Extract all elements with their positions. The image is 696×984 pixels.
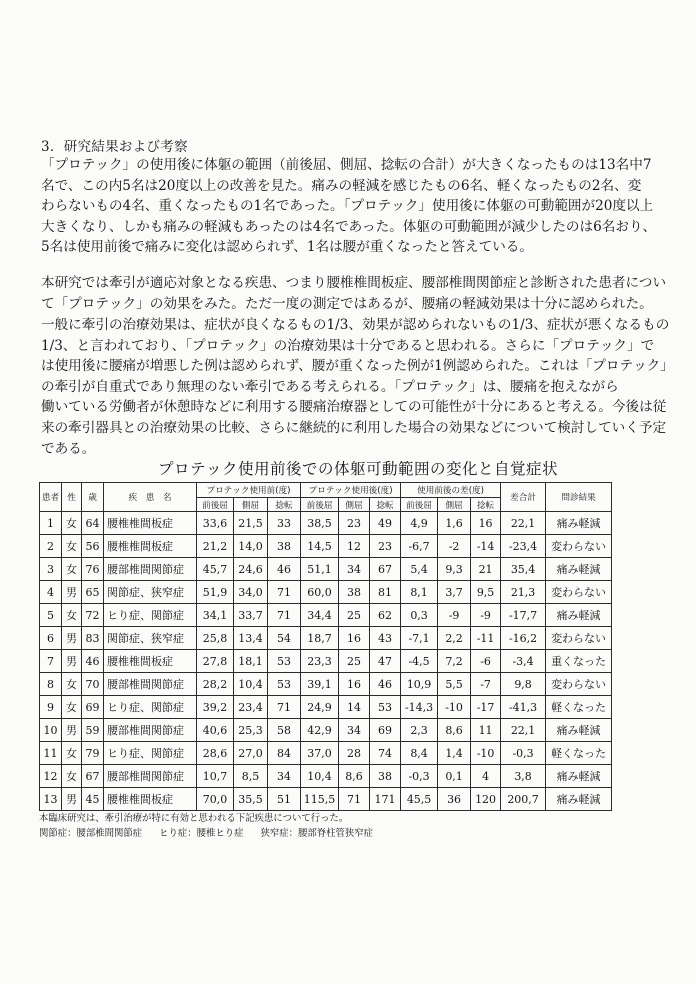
cell-before-rotation: 71 bbox=[268, 604, 301, 627]
col-header-age: 歳 bbox=[82, 483, 104, 512]
cell-diff-flexion: 8,1 bbox=[401, 581, 438, 604]
cell-after-flexion: 23,3 bbox=[301, 650, 339, 673]
cell-diff-flexion: -14,3 bbox=[401, 696, 438, 719]
table-row bbox=[40, 535, 612, 558]
section-heading: 3．研究結果および考察 bbox=[41, 139, 188, 155]
cell-after-flexion: 10,4 bbox=[301, 765, 339, 788]
cell-before-lateral: 8,5 bbox=[234, 765, 268, 788]
cell-after-flexion: 60,0 bbox=[301, 581, 339, 604]
cell-diff-lateral: 8,6 bbox=[438, 719, 471, 742]
col-header-disease: 疾 患 名 bbox=[104, 483, 197, 512]
cell-after-rotation: 23 bbox=[370, 535, 401, 558]
table-row bbox=[40, 558, 612, 581]
cell-before-lateral: 35,5 bbox=[234, 788, 268, 811]
scope-paragraph bbox=[41, 273, 667, 314]
cell-before-lateral: 14,0 bbox=[234, 535, 268, 558]
text-line: の牽引が自重式であり無理のない牽引である考えられる。「プロテック」は、腰痛を抱えながら bbox=[41, 378, 619, 395]
cell-after-flexion: 42,9 bbox=[301, 719, 339, 742]
cell-patient-no: 12 bbox=[40, 765, 62, 788]
cell-diff-rotation: 4 bbox=[471, 765, 501, 788]
cell-before-rotation: 33 bbox=[268, 512, 301, 535]
cell-age: 65 bbox=[82, 581, 104, 604]
cell-before-flexion: 45,7 bbox=[197, 558, 234, 581]
cell-before-flexion: 40,6 bbox=[197, 719, 234, 742]
cell-before-lateral: 23,4 bbox=[234, 696, 268, 719]
cell-sex: 男 bbox=[62, 788, 82, 811]
cell-interview-result: 痛み軽減 bbox=[546, 604, 612, 627]
cell-diff-flexion: 10,9 bbox=[401, 673, 438, 696]
subheader-cell: 捻転 bbox=[268, 498, 301, 512]
cell-diff-flexion: -0,3 bbox=[401, 765, 438, 788]
cell-before-lateral: 27,0 bbox=[234, 742, 268, 765]
cell-before-flexion: 51,9 bbox=[197, 581, 234, 604]
cell-after-flexion: 115,5 bbox=[301, 788, 339, 811]
cell-before-rotation: 46 bbox=[268, 558, 301, 581]
cell-age: 70 bbox=[82, 673, 104, 696]
cell-total-diff: 22,1 bbox=[501, 719, 546, 742]
abbreviation: 関節症：腰部椎間関節症 bbox=[39, 828, 143, 839]
cell-diff-rotation: -7 bbox=[471, 673, 501, 696]
cell-before-flexion: 39,2 bbox=[197, 696, 234, 719]
cell-sex: 女 bbox=[62, 765, 82, 788]
cell-diff-flexion: 4,9 bbox=[401, 512, 438, 535]
cell-before-lateral: 10,4 bbox=[234, 673, 268, 696]
table-row bbox=[40, 788, 612, 811]
col-group-before: プロテック使用前(度) bbox=[197, 483, 301, 498]
cell-age: 64 bbox=[82, 512, 104, 535]
table-row bbox=[40, 604, 612, 627]
cell-diff-flexion: 5,4 bbox=[401, 558, 438, 581]
table-row bbox=[40, 650, 612, 673]
cell-after-lateral: 71 bbox=[339, 788, 370, 811]
cell-after-lateral: 34 bbox=[339, 558, 370, 581]
cell-diff-rotation: -11 bbox=[471, 627, 501, 650]
footnote-abbreviations bbox=[39, 825, 387, 839]
cell-diff-lateral: -9 bbox=[438, 604, 471, 627]
cell-patient-no: 5 bbox=[40, 604, 62, 627]
cell-after-rotation: 46 bbox=[370, 673, 401, 696]
cell-patient-no: 4 bbox=[40, 581, 62, 604]
cell-interview-result: 重くなった bbox=[546, 650, 612, 673]
cell-before-rotation: 71 bbox=[268, 581, 301, 604]
cell-sex: 男 bbox=[62, 581, 82, 604]
col-header-patient: 患者 bbox=[40, 483, 62, 512]
cell-disease: 腰部椎間関節症 bbox=[104, 719, 197, 742]
cell-before-rotation: 71 bbox=[268, 696, 301, 719]
cell-diff-flexion: 8,4 bbox=[401, 742, 438, 765]
cell-after-rotation: 47 bbox=[370, 650, 401, 673]
cell-before-rotation: 34 bbox=[268, 765, 301, 788]
cell-disease: ヒり症、関節症 bbox=[104, 742, 197, 765]
cell-age: 67 bbox=[82, 765, 104, 788]
text-line: 5名は使用前後で痛みに変化は認められず、1名は腰が重くなったと答えている。 bbox=[41, 239, 533, 256]
cell-before-rotation: 54 bbox=[268, 627, 301, 650]
cell-total-diff: -17,7 bbox=[501, 604, 546, 627]
cell-before-rotation: 51 bbox=[268, 788, 301, 811]
cell-after-flexion: 24,9 bbox=[301, 696, 339, 719]
cell-after-rotation: 171 bbox=[370, 788, 401, 811]
cell-before-flexion: 25,8 bbox=[197, 627, 234, 650]
abbreviation: ヒり症：腰椎ヒり症 bbox=[159, 828, 244, 839]
cell-after-rotation: 67 bbox=[370, 558, 401, 581]
cell-age: 79 bbox=[82, 742, 104, 765]
cell-diff-lateral: -2 bbox=[438, 535, 471, 558]
cell-sex: 男 bbox=[62, 627, 82, 650]
cell-diff-lateral: 5,5 bbox=[438, 673, 471, 696]
cell-diff-lateral: -10 bbox=[438, 696, 471, 719]
cell-total-diff: 35,4 bbox=[501, 558, 546, 581]
subheader-cell: 前後屈 bbox=[197, 498, 234, 512]
cell-after-lateral: 34 bbox=[339, 719, 370, 742]
cell-after-flexion: 14,5 bbox=[301, 535, 339, 558]
discussion-paragraph bbox=[41, 315, 674, 459]
subheader-cell: 側屈 bbox=[438, 498, 471, 512]
cell-after-lateral: 8,6 bbox=[339, 765, 370, 788]
cell-after-rotation: 74 bbox=[370, 742, 401, 765]
cell-diff-lateral: 7,2 bbox=[438, 650, 471, 673]
cell-after-lateral: 23 bbox=[339, 512, 370, 535]
text-line: 大きくなり、しかも痛みの軽減もあったのは4名であった。体躯の可動範囲が減少したのは6名おり、 bbox=[41, 218, 657, 235]
cell-after-flexion: 39,1 bbox=[301, 673, 339, 696]
cell-before-flexion: 21,2 bbox=[197, 535, 234, 558]
table-row bbox=[40, 512, 612, 535]
cell-after-rotation: 38 bbox=[370, 765, 401, 788]
cell-before-flexion: 70,0 bbox=[197, 788, 234, 811]
cell-patient-no: 11 bbox=[40, 742, 62, 765]
cell-age: 46 bbox=[82, 650, 104, 673]
cell-after-lateral: 16 bbox=[339, 673, 370, 696]
cell-diff-flexion: 45,5 bbox=[401, 788, 438, 811]
cell-disease: ヒり症、関節症 bbox=[104, 604, 197, 627]
cell-after-lateral: 25 bbox=[339, 650, 370, 673]
cell-diff-lateral: 1,4 bbox=[438, 742, 471, 765]
cell-diff-rotation: -17 bbox=[471, 696, 501, 719]
table-row bbox=[40, 627, 612, 650]
cell-total-diff: -3,4 bbox=[501, 650, 546, 673]
cell-diff-rotation: 9,5 bbox=[471, 581, 501, 604]
cell-after-flexion: 51,1 bbox=[301, 558, 339, 581]
cell-sex: 女 bbox=[62, 512, 82, 535]
cell-before-rotation: 53 bbox=[268, 650, 301, 673]
text-line: 「プロテック」の使用後に体躯の範囲（前後屈、側屈、捻転の合計）が大きくなったものは13名中7 bbox=[41, 157, 652, 173]
cell-disease: 腰部椎間関節症 bbox=[104, 558, 197, 581]
col-header-total: 差合計 bbox=[501, 483, 546, 512]
cell-total-diff: 3,8 bbox=[501, 765, 546, 788]
cell-before-lateral: 21,5 bbox=[234, 512, 268, 535]
cell-patient-no: 2 bbox=[40, 535, 62, 558]
cell-after-rotation: 81 bbox=[370, 581, 401, 604]
cell-disease: ヒり症、関節症 bbox=[104, 696, 197, 719]
cell-total-diff: 200,7 bbox=[501, 788, 546, 811]
cell-age: 56 bbox=[82, 535, 104, 558]
text-line: は使用後に腰痛が増悪した例は認められず、腰が重くなった例が1例認められた。これは「プロテック」 bbox=[41, 358, 674, 375]
cell-patient-no: 8 bbox=[40, 673, 62, 696]
cell-disease: 関節症、狭窄症 bbox=[104, 581, 197, 604]
cell-patient-no: 1 bbox=[40, 512, 62, 535]
text-line: である。 bbox=[41, 440, 96, 457]
col-group-diff: 使用前後の差(度) bbox=[401, 483, 501, 498]
cell-interview-result: 痛み軽減 bbox=[546, 788, 612, 811]
cell-diff-rotation: 16 bbox=[471, 512, 501, 535]
cell-interview-result: 軽くなった bbox=[546, 696, 612, 719]
cell-total-diff: -41,3 bbox=[501, 696, 546, 719]
cell-diff-rotation: 21 bbox=[471, 558, 501, 581]
cell-after-flexion: 34,4 bbox=[301, 604, 339, 627]
cell-diff-rotation: -14 bbox=[471, 535, 501, 558]
cell-after-lateral: 14 bbox=[339, 696, 370, 719]
cell-disease: 腰部椎間関節症 bbox=[104, 765, 197, 788]
cell-interview-result: 変わらない bbox=[546, 581, 612, 604]
table-row bbox=[40, 765, 612, 788]
cell-disease: 腰椎椎間板症 bbox=[104, 788, 197, 811]
cell-diff-lateral: 1,6 bbox=[438, 512, 471, 535]
text-line: 来の牽引器具との治療効果の比較、さらに継続的に利用した場合の効果などについて検討していく予定 bbox=[41, 419, 667, 436]
text-line: 名で、この内5名は20度以上の改善を見た。痛みの軽減を感じたもの6名、軽くなったもの2名、変 bbox=[41, 177, 642, 194]
cell-interview-result: 痛み軽減 bbox=[546, 765, 612, 788]
cell-patient-no: 9 bbox=[40, 696, 62, 719]
cell-patient-no: 7 bbox=[40, 650, 62, 673]
cell-after-flexion: 37,0 bbox=[301, 742, 339, 765]
cell-sex: 女 bbox=[62, 742, 82, 765]
cell-after-lateral: 12 bbox=[339, 535, 370, 558]
cell-sex: 女 bbox=[62, 535, 82, 558]
cell-interview-result: 変わらない bbox=[546, 627, 612, 650]
abbreviation: 狭窄症：腰部脊柱管狭窄症 bbox=[260, 828, 374, 839]
cell-age: 72 bbox=[82, 604, 104, 627]
cell-before-lateral: 24,6 bbox=[234, 558, 268, 581]
text-line: 本研究では牽引が適応対象となる疾患、つまり腰椎椎間板症、腰部椎間関節症と診断された患者につい bbox=[41, 275, 667, 291]
cell-after-rotation: 53 bbox=[370, 696, 401, 719]
text-line: 働いている労働者が休憩時などに利用する腰痛治療器としての可能性が十分にあると考える。今後は従 bbox=[41, 399, 667, 416]
cell-after-flexion: 38,5 bbox=[301, 512, 339, 535]
table-title: プロテック使用前後での体躯可動範囲の変化と自覚症状 bbox=[158, 460, 559, 478]
cell-diff-flexion: -6,7 bbox=[401, 535, 438, 558]
cell-after-rotation: 43 bbox=[370, 627, 401, 650]
cell-before-flexion: 33,6 bbox=[197, 512, 234, 535]
cell-diff-flexion: -4,5 bbox=[401, 650, 438, 673]
cell-before-lateral: 13,4 bbox=[234, 627, 268, 650]
cell-disease: 腰椎椎間板症 bbox=[104, 535, 197, 558]
results-table bbox=[39, 482, 612, 811]
subheader-cell: 前後屈 bbox=[301, 498, 339, 512]
cell-age: 45 bbox=[82, 788, 104, 811]
subheader-cell: 側屈 bbox=[339, 498, 370, 512]
cell-diff-lateral: 36 bbox=[438, 788, 471, 811]
cell-before-flexion: 28,2 bbox=[197, 673, 234, 696]
cell-sex: 女 bbox=[62, 604, 82, 627]
table-header-row bbox=[40, 483, 612, 498]
cell-before-flexion: 28,6 bbox=[197, 742, 234, 765]
cell-total-diff: 22,1 bbox=[501, 512, 546, 535]
cell-after-rotation: 69 bbox=[370, 719, 401, 742]
cell-sex: 女 bbox=[62, 673, 82, 696]
cell-before-lateral: 18,1 bbox=[234, 650, 268, 673]
cell-interview-result: 軽くなった bbox=[546, 742, 612, 765]
text-line: わらないもの4名、重くなったもの1名であった。「プロテック」使用後に体躯の可動範囲が20度以上 bbox=[41, 198, 654, 215]
cell-diff-rotation: 120 bbox=[471, 788, 501, 811]
cell-sex: 女 bbox=[62, 558, 82, 581]
cell-sex: 男 bbox=[62, 650, 82, 673]
cell-before-lateral: 25,3 bbox=[234, 719, 268, 742]
text-line: 1/3、と言われており、「プロテック」の治療効果は十分であると思われる。さらに「プロテック」で bbox=[41, 337, 655, 354]
cell-interview-result: 変わらない bbox=[546, 535, 612, 558]
cell-interview-result: 痛み軽減 bbox=[546, 558, 612, 581]
cell-total-diff: 9,8 bbox=[501, 673, 546, 696]
cell-interview-result: 痛み軽減 bbox=[546, 512, 612, 535]
cell-before-rotation: 58 bbox=[268, 719, 301, 742]
cell-after-lateral: 25 bbox=[339, 604, 370, 627]
cell-disease: 腰椎椎間板症 bbox=[104, 512, 197, 535]
cell-diff-flexion: 2,3 bbox=[401, 719, 438, 742]
cell-age: 59 bbox=[82, 719, 104, 742]
cell-age: 83 bbox=[82, 627, 104, 650]
cell-diff-rotation: -9 bbox=[471, 604, 501, 627]
cell-before-lateral: 33,7 bbox=[234, 604, 268, 627]
cell-diff-lateral: 0,1 bbox=[438, 765, 471, 788]
cell-before-flexion: 10,7 bbox=[197, 765, 234, 788]
cell-total-diff: -16,2 bbox=[501, 627, 546, 650]
footnote-study-scope: 本臨床研究は、牽引治療が特に有効と思われる下記疾患について行った。 bbox=[39, 813, 349, 824]
cell-diff-lateral: 2,2 bbox=[438, 627, 471, 650]
table-body bbox=[40, 512, 612, 811]
cell-diff-rotation: 11 bbox=[471, 719, 501, 742]
cell-diff-rotation: -10 bbox=[471, 742, 501, 765]
col-header-sex: 性 bbox=[62, 483, 82, 512]
cell-after-rotation: 49 bbox=[370, 512, 401, 535]
results-paragraph bbox=[41, 155, 657, 258]
table-row bbox=[40, 673, 612, 696]
table-row bbox=[40, 581, 612, 604]
cell-patient-no: 6 bbox=[40, 627, 62, 650]
cell-sex: 女 bbox=[62, 696, 82, 719]
cell-total-diff: -23,4 bbox=[501, 535, 546, 558]
cell-disease: 関節症、狭窄症 bbox=[104, 627, 197, 650]
col-group-after: プロテック使用後(度) bbox=[301, 483, 401, 498]
cell-before-rotation: 84 bbox=[268, 742, 301, 765]
cell-before-rotation: 53 bbox=[268, 673, 301, 696]
cell-before-flexion: 34,1 bbox=[197, 604, 234, 627]
cell-total-diff: -0,3 bbox=[501, 742, 546, 765]
subheader-cell: 前後屈 bbox=[401, 498, 438, 512]
cell-disease: 腰椎椎間板症 bbox=[104, 650, 197, 673]
cell-after-lateral: 16 bbox=[339, 627, 370, 650]
cell-diff-rotation: -6 bbox=[471, 650, 501, 673]
text-line: 一般に牽引の治療効果は、症状が良くなるもの1/3、効果が認められないもの1/3、症状が悪くなるもの bbox=[41, 317, 670, 333]
subheader-cell: 捻転 bbox=[370, 498, 401, 512]
cell-after-lateral: 38 bbox=[339, 581, 370, 604]
table-row bbox=[40, 719, 612, 742]
cell-total-diff: 21,3 bbox=[501, 581, 546, 604]
cell-age: 69 bbox=[82, 696, 104, 719]
table-row bbox=[40, 742, 612, 765]
cell-before-rotation: 38 bbox=[268, 535, 301, 558]
cell-after-rotation: 62 bbox=[370, 604, 401, 627]
cell-diff-flexion: -7,1 bbox=[401, 627, 438, 650]
cell-diff-flexion: 0,3 bbox=[401, 604, 438, 627]
subheader-cell: 捻転 bbox=[471, 498, 501, 512]
cell-after-flexion: 18,7 bbox=[301, 627, 339, 650]
cell-patient-no: 13 bbox=[40, 788, 62, 811]
cell-before-flexion: 27,8 bbox=[197, 650, 234, 673]
cell-sex: 男 bbox=[62, 719, 82, 742]
cell-after-lateral: 28 bbox=[339, 742, 370, 765]
cell-before-lateral: 34,0 bbox=[234, 581, 268, 604]
cell-diff-lateral: 3,7 bbox=[438, 581, 471, 604]
cell-disease: 腰部椎間関節症 bbox=[104, 673, 197, 696]
cell-diff-lateral: 9,3 bbox=[438, 558, 471, 581]
cell-interview-result: 変わらない bbox=[546, 673, 612, 696]
table-row bbox=[40, 696, 612, 719]
subheader-cell: 側屈 bbox=[234, 498, 268, 512]
cell-patient-no: 3 bbox=[40, 558, 62, 581]
col-header-result: 問診結果 bbox=[546, 483, 612, 512]
cell-patient-no: 10 bbox=[40, 719, 62, 742]
text-line: て「プロテック」の効果をみた。ただ一度の測定ではあるが、腰痛の軽減効果は十分に認められた。 bbox=[41, 295, 653, 312]
cell-interview-result: 痛み軽減 bbox=[546, 719, 612, 742]
cell-age: 76 bbox=[82, 558, 104, 581]
